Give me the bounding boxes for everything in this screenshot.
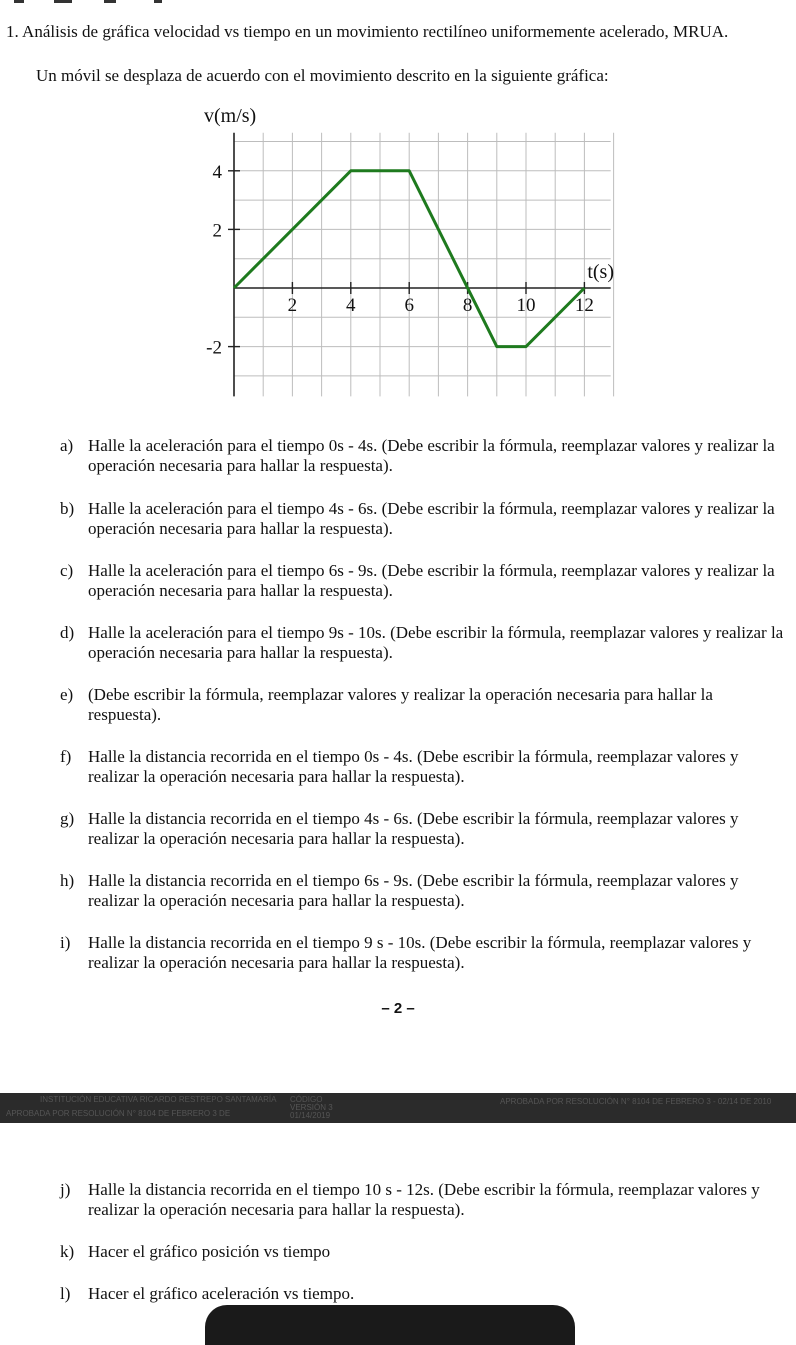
question-label: g) [60, 809, 75, 828]
velocity-time-chart [150, 95, 650, 400]
question-label: b) [60, 499, 75, 518]
question-text: Halle la distancia recorrida en el tiempo 6s - 9s. (Debe escribir la fórmula, reemplazar valores y realizar la operación necesaria para hallar la respuesta). [88, 871, 739, 910]
page-number: – 2 – [381, 1000, 415, 1017]
x-tick-label: 2 [287, 295, 298, 316]
question-text: Hacer el gráfico posición vs tiempo [88, 1242, 331, 1261]
band-code: CÓDIGO [290, 1095, 323, 1104]
question-label: a) [60, 436, 74, 455]
top-edge-fragment [14, 0, 214, 6]
exercise-heading: 1. Análisis de gráfica velocidad vs tiempo en un movimiento rectilíneo uniformemente acelerado, MRUA. [6, 22, 729, 41]
question-label: k) [60, 1242, 75, 1261]
x-tick-label: 12 [574, 295, 594, 316]
question-text: Halle la distancia recorrida en el tiempo 4s - 6s. (Debe escribir la fórmula, reemplazar valores y realizar la operación necesaria para hallar la respuesta). [88, 809, 739, 848]
exercise-intro: Un móvil se desplaza de acuerdo con el movimiento descrito en la siguiente gráfica: [36, 66, 609, 85]
question-text: Halle la distancia recorrida en el tiempo 0s - 4s. (Debe escribir la fórmula, reemplazar valores y realizar la operación necesaria para hallar la respuesta). [88, 747, 739, 786]
question-label: c) [60, 561, 74, 580]
question-i [60, 933, 790, 973]
question-d [60, 623, 790, 663]
y-tick-label: -2 [206, 337, 222, 359]
question-label: f) [60, 747, 72, 766]
question-label: e) [60, 685, 74, 704]
footer-header-band [0, 1093, 796, 1123]
band-version: VERSIÓN 3 [290, 1103, 333, 1112]
question-a [60, 436, 790, 476]
question-f [60, 747, 790, 787]
x-tick-label: 4 [346, 295, 356, 316]
question-text: (Debe escribir la fórmula, reemplazar valores y realizar la operación necesaria para hallar la respuesta). [88, 685, 713, 724]
x-tick-label: 10 [516, 295, 536, 316]
question-h [60, 871, 790, 911]
band-approved-left: APROBADA POR RESOLUCIÓN N° 8104 DE FEBRERO 3 DE [6, 1109, 231, 1118]
band-date: 01/14/2019 [290, 1111, 331, 1120]
question-l [60, 1284, 790, 1304]
question-text: Halle la distancia recorrida en el tiempo 9 s - 10s. (Debe escribir la fórmula, reemplazar valores y realizar la operación necesaria para hallar la respuesta). [88, 933, 752, 972]
y-tick-label: 2 [212, 220, 222, 242]
question-text: Halle la aceleración para el tiempo 9s - 10s. (Debe escribir la fórmula, reemplazar valores y realizar la operación necesaria para hallar la respuesta). [88, 623, 784, 662]
question-text: Hacer el gráfico aceleración vs tiempo. [88, 1284, 355, 1303]
question-j [60, 1180, 790, 1220]
band-approved-right: APROBADA POR RESOLUCIÓN N° 8104 DE FEBRERO 3 - 02/14 DE 2010 [500, 1097, 772, 1106]
question-label: h) [60, 871, 75, 890]
question-g [60, 809, 790, 849]
question-label: d) [60, 623, 75, 642]
x-tick-label: 8 [462, 295, 473, 316]
question-k [60, 1242, 790, 1262]
band-school: INSTITUCIÓN EDUCATIVA RICARDO RESTREPO SANTAMARÍA [40, 1095, 277, 1104]
question-c [60, 561, 790, 601]
question-text: Halle la distancia recorrida en el tiempo 10 s - 12s. (Debe escribir la fórmula, reemplazar valores y realizar la operación necesaria para hallar la respuesta). [88, 1180, 760, 1219]
question-label: j) [60, 1180, 71, 1199]
x-tick-label: 6 [404, 295, 414, 316]
question-text: Halle la aceleración para el tiempo 0s - 4s. (Debe escribir la fórmula, reemplazar valores y realizar la operación necesaria para hallar la respuesta). [88, 436, 775, 475]
question-b [60, 499, 790, 539]
question-text: Halle la aceleración para el tiempo 6s - 9s. (Debe escribir la fórmula, reemplazar valores y realizar la operación necesaria para hallar la respuesta). [88, 561, 775, 600]
x-axis-label: t(s) [587, 261, 614, 283]
question-text: Halle la aceleración para el tiempo 4s - 6s. (Debe escribir la fórmula, reemplazar valores y realizar la operación necesaria para hallar la respuesta). [88, 499, 775, 538]
y-axis-label: v(m/s) [204, 105, 257, 127]
y-tick-label: 4 [212, 161, 222, 183]
bottom-overlay-shape [205, 1305, 575, 1345]
question-label: l) [60, 1284, 71, 1303]
question-label: i) [60, 933, 71, 952]
question-e [60, 685, 790, 725]
